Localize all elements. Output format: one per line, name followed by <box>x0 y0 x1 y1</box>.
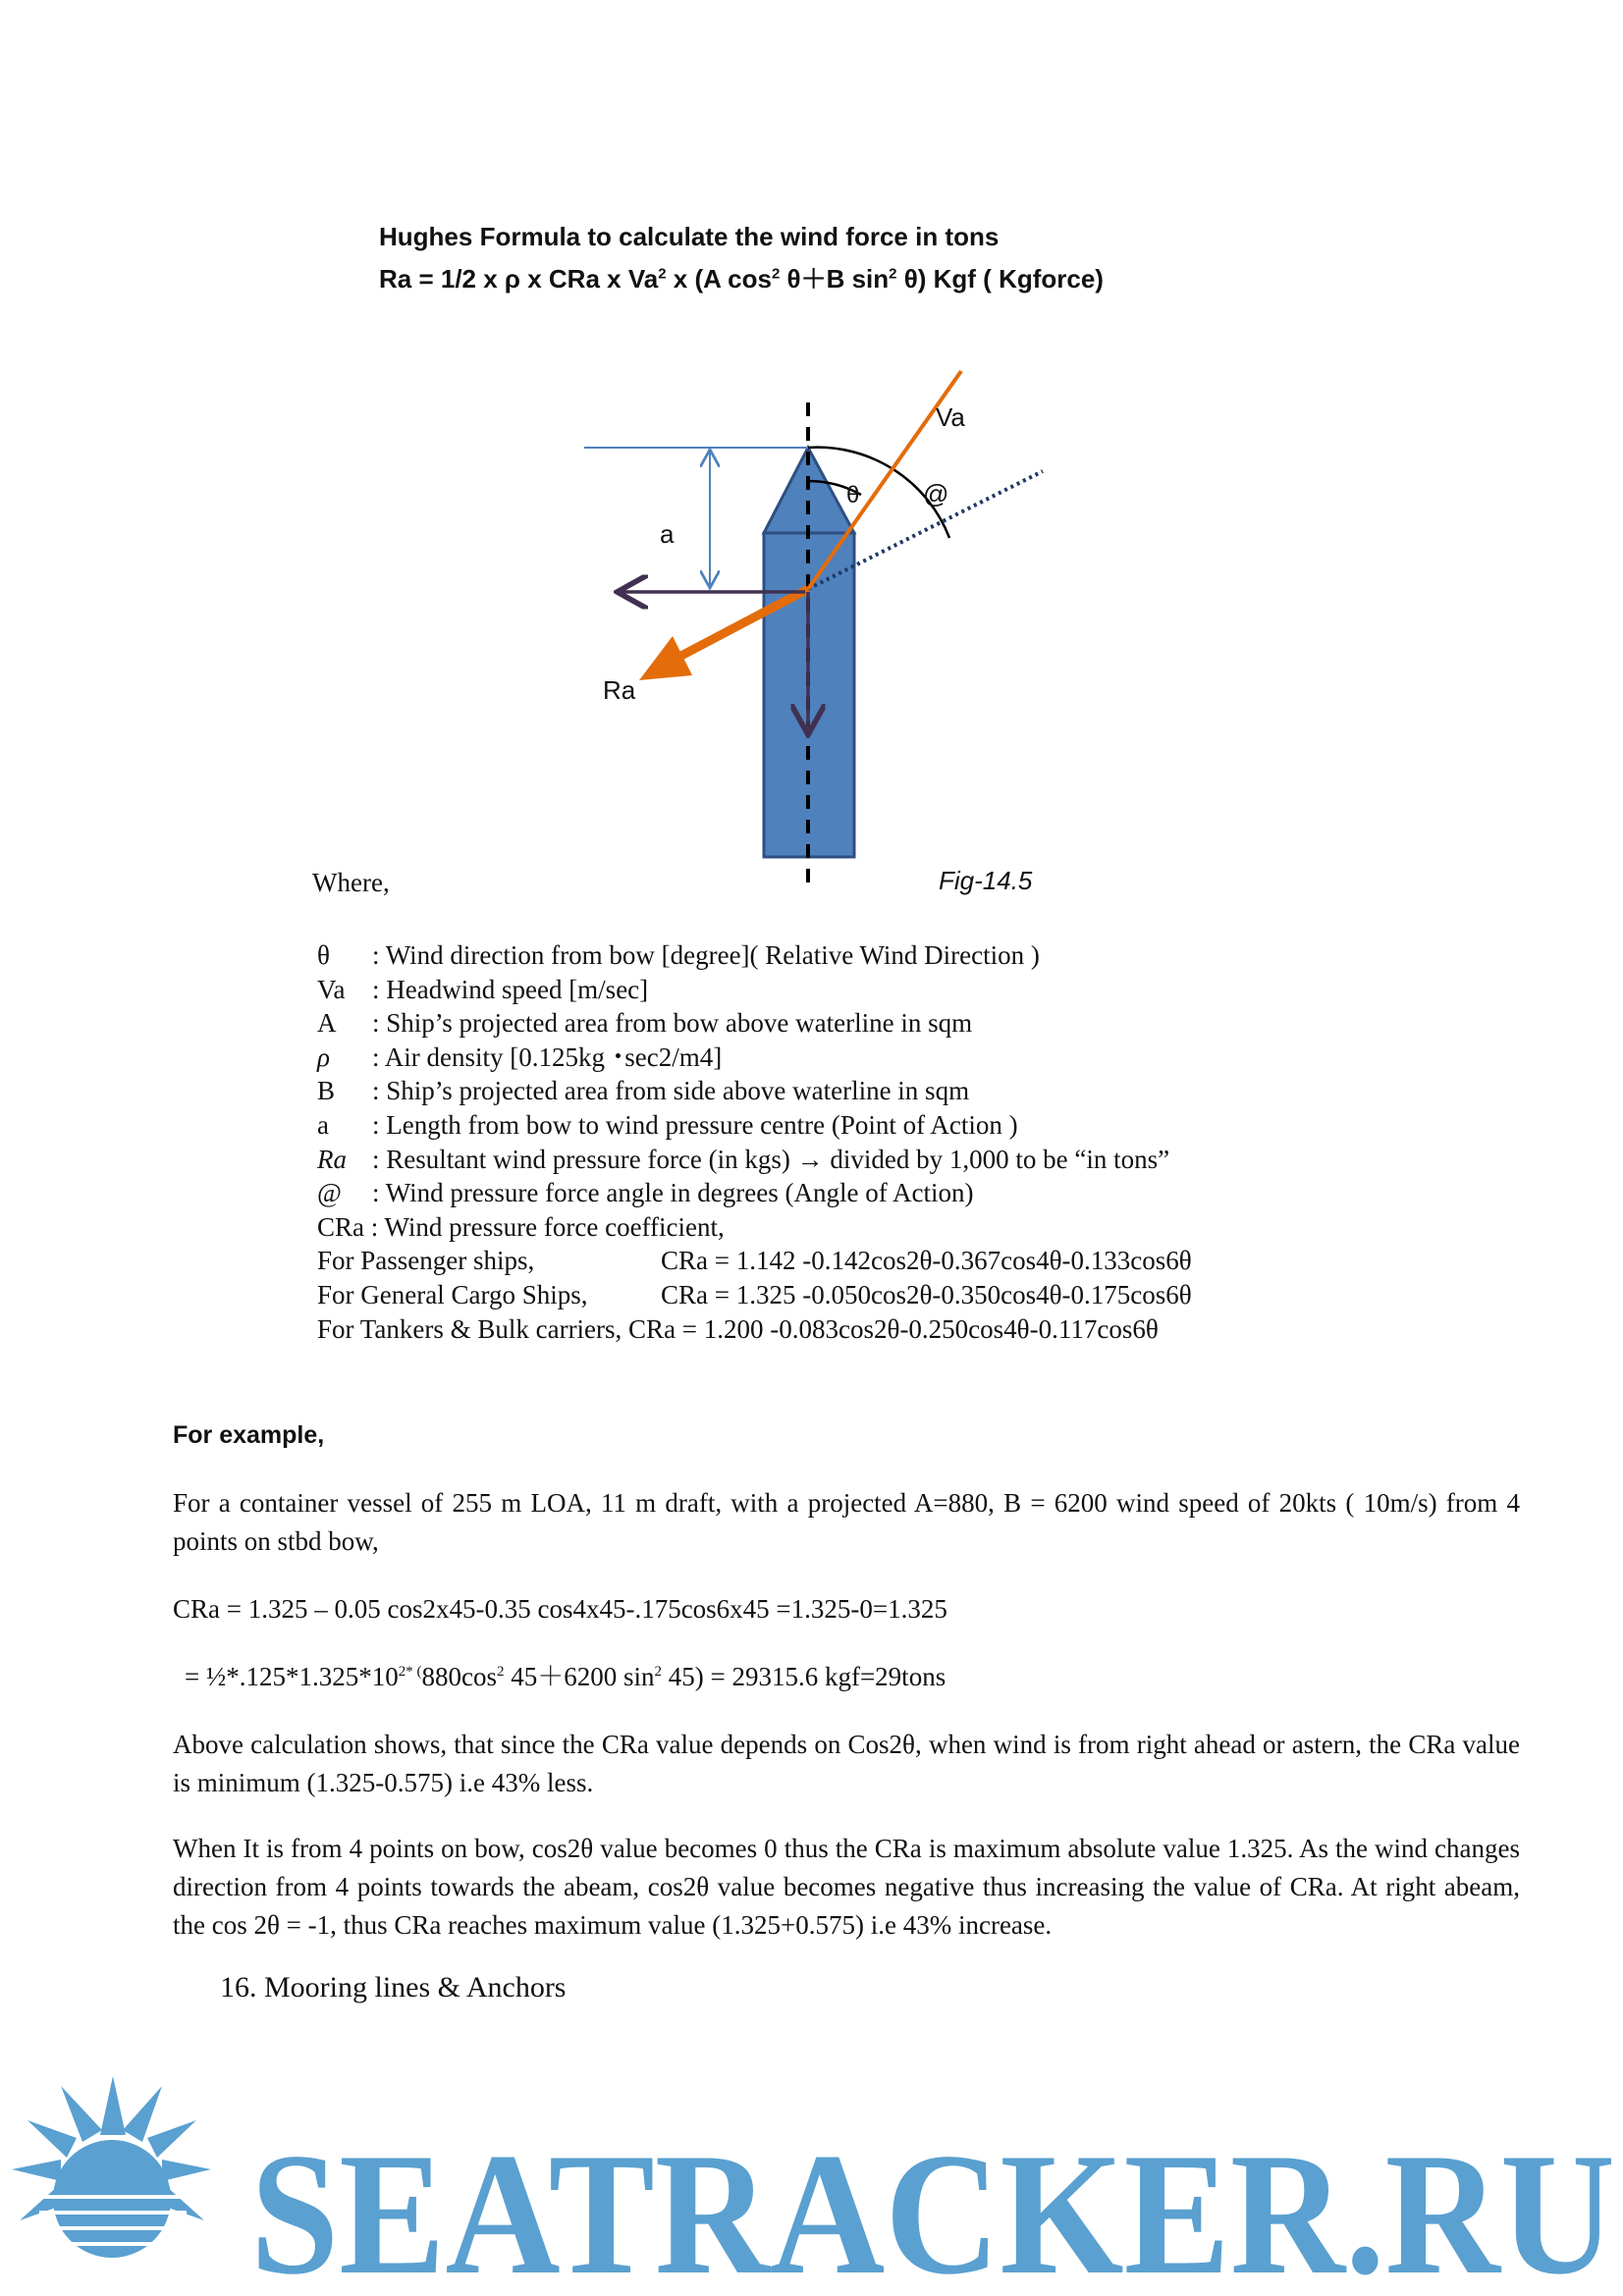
cra-calculation: CRa = 1.325 – 0.05 cos2x45-0.35 cos4x45-.175cos6x45 =1.325-0=1.325 <box>173 1594 947 1624</box>
definition-row <box>317 1074 1192 1108</box>
label-a: a <box>660 519 675 549</box>
cra-row-general-cargo: For General Cargo Ships, CRa = 1.325 -0.050cos2θ-0.350cos4θ-0.175cos6θ <box>317 1279 1192 1309</box>
analysis-paragraph-2: When It is from 4 points on bow, cos2θ value becomes 0 thus the CRa is maximum absolute value 1.325. As the wind changes direction from 4 points towards the abeam, cos2θ value becomes negative thus increasing the value of CRa. At right abeam, the cos 2θ = -1, thus CRa reaches maximum value (1.325+0.575) i.e 43% increase. <box>173 1834 1520 1940</box>
label-theta: θ <box>846 482 860 508</box>
definitions-list <box>317 938 1192 1346</box>
definition-row <box>317 938 1192 973</box>
definition-row <box>317 973 1192 1007</box>
definition-symbol: @ <box>317 1178 342 1208</box>
definition-row <box>317 1006 1192 1041</box>
cra-header: CRa : Wind pressure force coefficient, <box>317 1211 725 1242</box>
watermark-text: SEATRACKER.RU <box>250 2116 1615 2296</box>
definition-text: : Ship’s projected area from side above waterline in sqm <box>372 1076 970 1106</box>
label-ra: Ra <box>603 675 636 705</box>
example-title: For example, <box>173 1421 325 1449</box>
definition-symbol: A <box>317 1008 337 1039</box>
definition-text: : Air density [0.125kg ･sec2/m4] <box>372 1041 723 1072</box>
figure-caption: Fig-14.5 <box>939 866 1033 895</box>
wind-force-diagram <box>550 348 1060 898</box>
label-angle-of-action: @ <box>923 479 949 508</box>
label-va: Va <box>936 402 965 432</box>
definition-row <box>317 1108 1192 1143</box>
definition-symbol: Va <box>317 974 346 1004</box>
definition-symbol: a <box>317 1109 329 1140</box>
definition-symbol: B <box>317 1076 336 1106</box>
definition-text: : Wind direction from bow [degree]( Relative Wind Direction ) <box>372 940 1040 970</box>
definition-row <box>317 1143 1192 1177</box>
definition-symbol: θ <box>317 940 330 970</box>
where-label: Where, <box>312 868 390 897</box>
ra-calculation: = $\frac{1}{2}*.125*1.325*10^{2* (}880\cos^2$ 45＋6200 $\sin^2 45) = 29315.6$ kgf=29tons <box>185 1662 947 1691</box>
definition-symbol: ρ <box>317 1041 330 1072</box>
analysis-paragraph-1: Above calculation shows, that since the CRa value depends on Cos2θ, when wind is from right ahead or astern, the CRa value is minimum (1.325-0.575) i.e 43% less. <box>173 1730 1520 1797</box>
definition-text: : Wind pressure force angle in degrees (Angle of Action) <box>372 1178 974 1208</box>
section-heading: 16. Mooring lines & Anchors <box>220 1971 567 2003</box>
hughes-formula: Ra = 1/2 x ρ x CRa x Va$^2$ x (A $\cos^2 \theta+B$ $\sin^2 \theta$) Kgf ( Kgforce) <box>379 264 1104 294</box>
sun-logo <box>12 2076 211 2262</box>
cra-row-tankers: For Tankers & Bulk carriers, CRa = 1.200 -0.083cos2θ-0.250cos4θ-0.117cos6θ <box>317 1313 1159 1344</box>
seatracker-watermark <box>0 2042 1623 2296</box>
definition-text: : Length from bow to wind pressure centre (Point of Action ) <box>372 1109 1018 1140</box>
example-intro: For a container vessel of 255 m LOA, 11 m draft, with a projected A=880, B = 6200 wind speed of 20kts ( 10m/s) from 4 points on stbd bow, <box>173 1488 1520 1556</box>
definition-text: : Headwind speed [m/sec] <box>372 974 649 1004</box>
definition-row <box>317 1041 1192 1075</box>
definition-row <box>317 1176 1192 1210</box>
formula-title: Hughes Formula to calculate the wind force in tons <box>379 222 1000 251</box>
cra-row-passenger: For Passenger ships, CRa = 1.142 -0.142cos2θ-0.367cos4θ-0.133cos6θ <box>317 1246 1192 1276</box>
definition-text: : Resultant wind pressure force (in kgs) → divided by 1,000 to be “in tons” <box>372 1144 1170 1174</box>
definition-symbol: Ra <box>317 1144 347 1174</box>
definition-text: : Ship’s projected area from bow above waterline in sqm <box>372 1008 973 1039</box>
